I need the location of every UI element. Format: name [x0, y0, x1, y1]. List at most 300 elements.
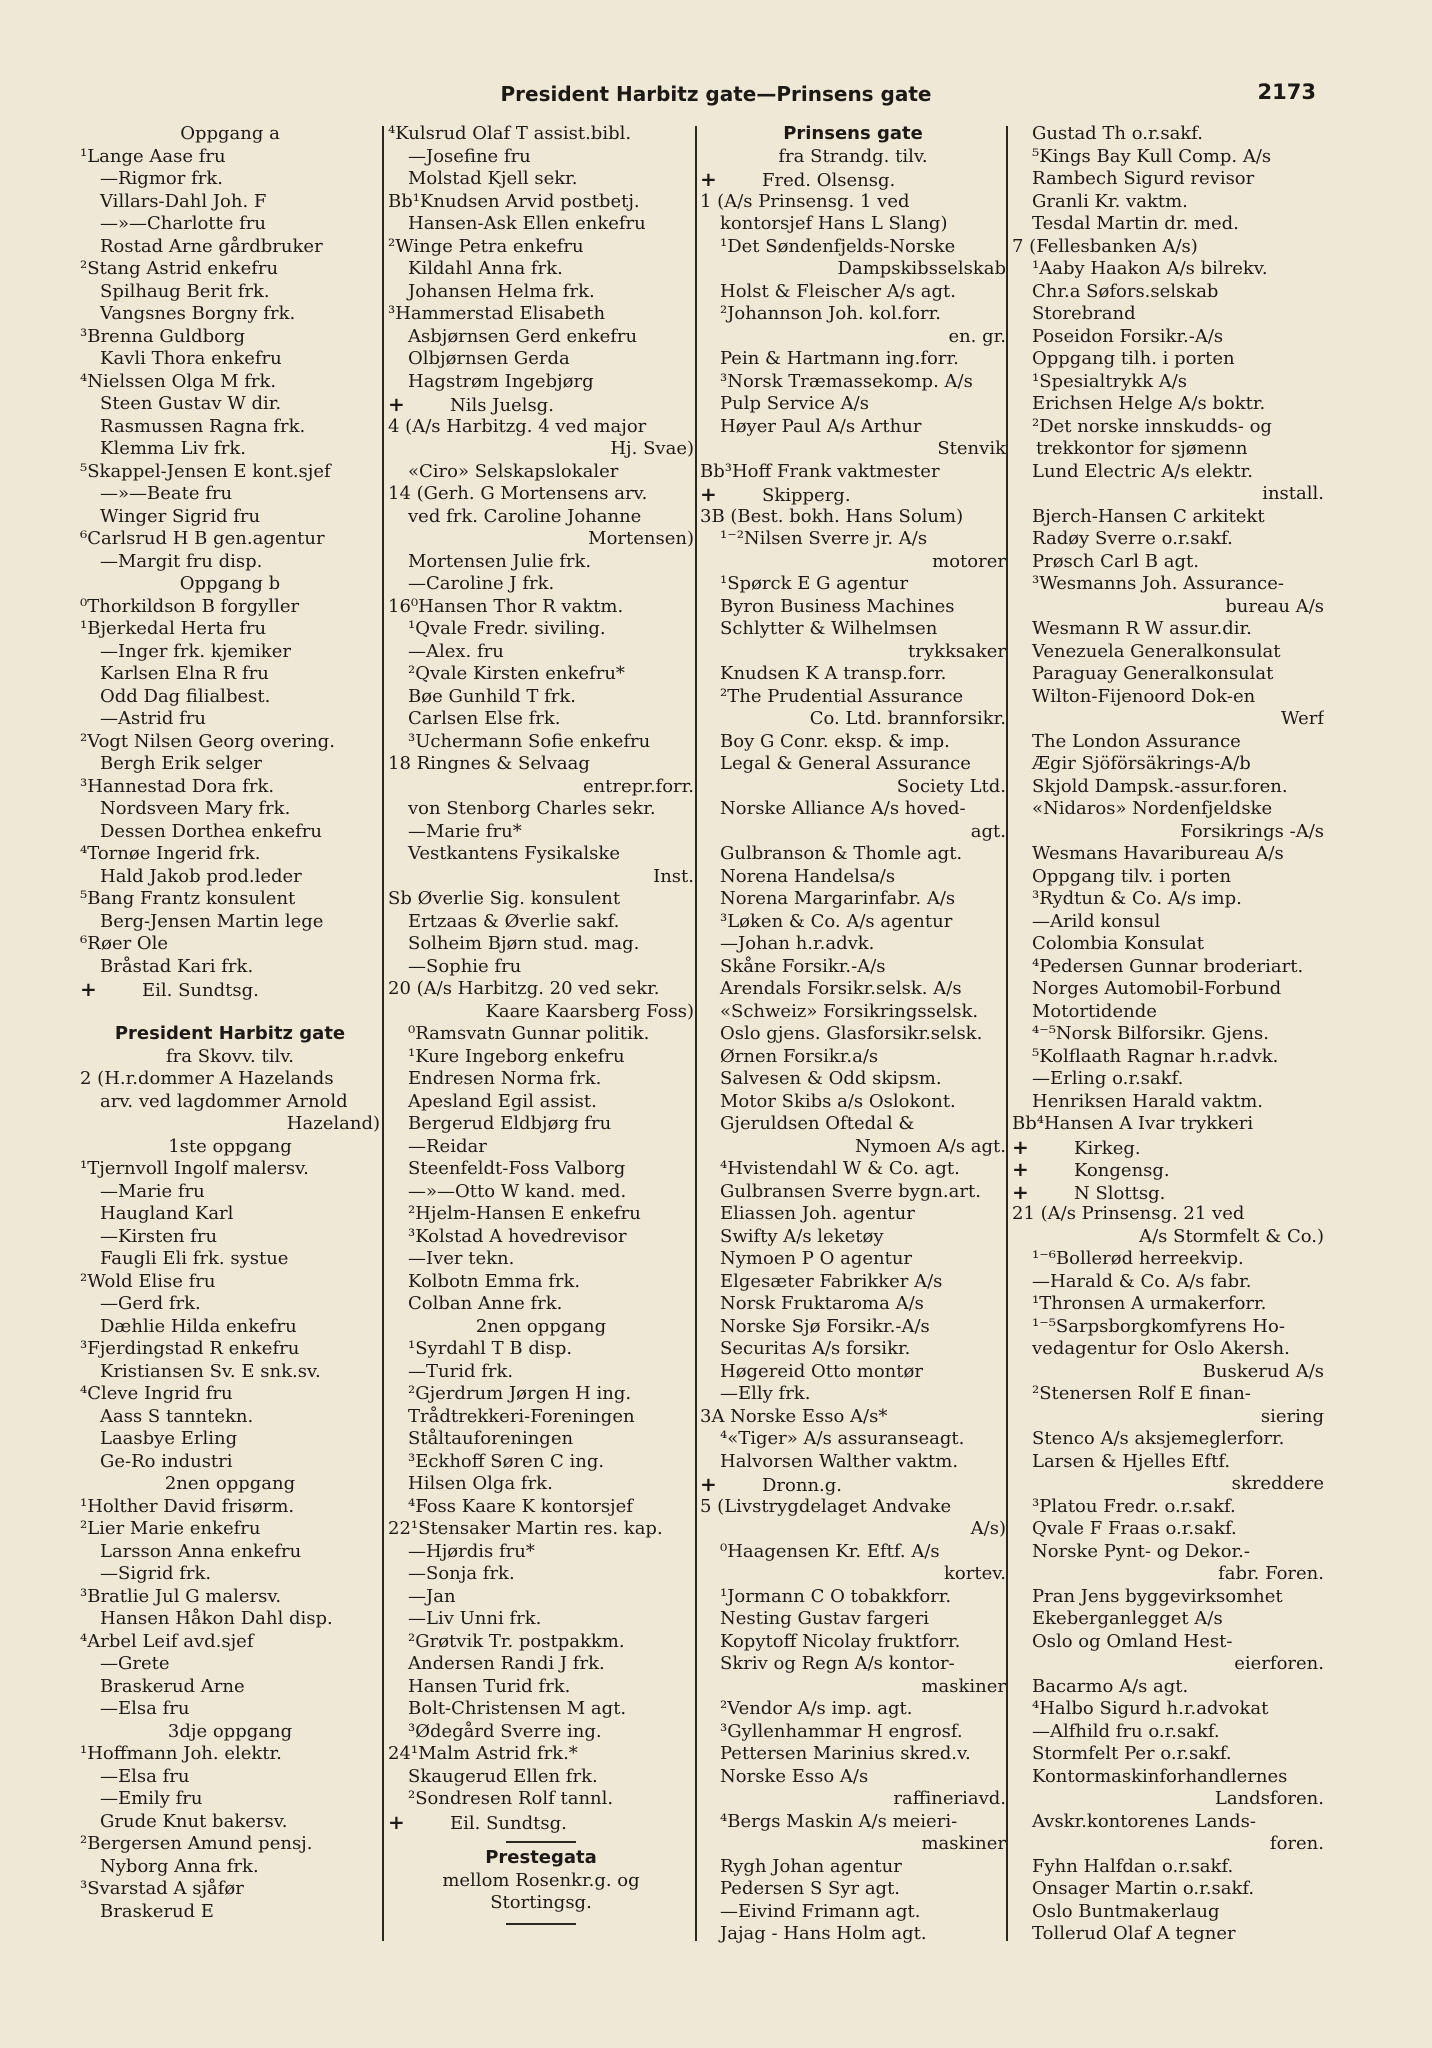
directory-entry: Storebrand [1032, 303, 1136, 324]
directory-entry: Johansen Helma frk. [408, 280, 595, 302]
directory-entry: Qvale F Fraas o.r.sakf. [1032, 1518, 1237, 1539]
directory-entry: ³Svarstad A sjåfør [80, 1878, 244, 1899]
directory-entry: ²Johannson Joh. kol.forr. [720, 303, 941, 324]
directory-entry: Prøsch Carl B agt. [1032, 550, 1199, 572]
directory-entry: Paraguay Generalkonsulat [1032, 663, 1274, 684]
cross-street-icon: + [388, 393, 405, 416]
directory-entry: Colban Anne frk. [408, 1293, 563, 1314]
directory-entry: —Caroline J frk. [408, 573, 555, 594]
directory-entry: —Harald & Co. A/s fabr. [1032, 1270, 1252, 1292]
directory-entry: Rygh Johan agentur [720, 1855, 902, 1877]
directory-entry: Vestkantens Fysikalske [408, 843, 620, 864]
directory-entry: Ståltauforeningen [408, 1428, 574, 1449]
entry-continuation: bureau A/s [1225, 595, 1324, 617]
directory-entry: —Jan [408, 1585, 456, 1607]
directory-entry: Wesmans Havaribureau A/s [1032, 843, 1284, 864]
subheading: 2nen oppgang [164, 1473, 296, 1494]
directory-entry: Rostad Arne gårdbruker [100, 235, 323, 257]
section-rule [506, 1841, 576, 1843]
directory-entry: Arendals Forsikr.selsk. A/s [720, 978, 962, 999]
directory-entry: Nymoen P O agentur [720, 1248, 913, 1269]
cross-street-entry [80, 978, 380, 1001]
directory-entry: ³Gyllenhammar H engrosf. [720, 1720, 963, 1742]
directory-entry: —Hjørdis fru* [408, 1540, 535, 1562]
directory-entry: ²Gjerdrum Jørgen H ing. [408, 1383, 632, 1404]
entry-continuation: skreddere [1231, 1473, 1324, 1494]
cross-street-icon: + [80, 978, 97, 1001]
directory-entry: ³Uchermann Sofie enkefru [408, 730, 651, 752]
directory-entry: —Reidar [408, 1135, 487, 1157]
directory-entry: Pein & Hartmann ing.forr. [720, 348, 959, 369]
directory-entry: Ørnen Forsikr.a/s [720, 1045, 879, 1067]
cross-street-icon: + [1012, 1158, 1029, 1181]
directory-entry: Norges Automobil-Forbund [1032, 978, 1282, 999]
directory-entry: Rasmussen Ragna frk. [100, 415, 306, 437]
directory-entry: Larsen & Hjelles Eftf. [1032, 1450, 1231, 1472]
entry-continuation: kortev. [944, 1563, 1006, 1584]
directory-entry: —Astrid fru [100, 708, 206, 729]
column-4 [1012, 123, 1324, 1946]
directory-entry: ³Brenna Guldborg [80, 325, 246, 347]
directory-entry: Avskr.kontorenes Lands- [1032, 1810, 1256, 1832]
cross-street-entry [388, 393, 694, 416]
directory-entry: —Iver tekn. [408, 1248, 515, 1269]
directory-entry: ²Det norske innskudds- og [1032, 415, 1272, 437]
street-heading: President Harbitz gate [114, 1023, 346, 1044]
directory-entry: ⁴Hvistendahl W & Co. agt. [720, 1158, 960, 1179]
entry-continuation: Kaare Kaarsberg Foss) [485, 1000, 694, 1022]
spacer [80, 1001, 380, 1024]
directory-entry: Bergerud Eldbjørg fru [408, 1113, 612, 1134]
directory-entry: ¹Spørck E G agentur [720, 573, 909, 594]
column-divider [382, 126, 384, 1941]
directory-entry: Haugland Karl [100, 1203, 234, 1224]
directory-entry: Granli Kr. vaktm. [1032, 190, 1188, 212]
directory-entry: Hansen-Ask Ellen enkefru [408, 213, 646, 234]
directory-entry: Legal & General Assurance [720, 753, 971, 774]
directory-entry: 2 (H.r.dommer A Hazelands [80, 1068, 334, 1089]
directory-entry: —»—Beate fru [100, 483, 233, 504]
directory-entry: 18 Ringnes & Selvaag [388, 753, 590, 774]
directory-entry: Trådtrekkeri-Foreningen [408, 1405, 635, 1427]
directory-entry: Ægir Sjöförsäkrings-A/b [1032, 753, 1251, 774]
cross-street-icon: + [1012, 1135, 1029, 1158]
cross-street-label: Dronn.g. [762, 1475, 843, 1496]
cross-street-label: Eil. Sundtsg. [142, 980, 259, 1001]
cross-street-label: Skipperg. [762, 485, 851, 506]
directory-entry: ⁵Kolflaath Ragnar h.r.advk. [1032, 1045, 1279, 1067]
directory-entry: ¹Det Søndenfjelds-Norske [720, 235, 956, 257]
entry-continuation: trekkontor for sjømenn [1036, 438, 1248, 459]
cross-street-label: Kongensg. [1074, 1160, 1170, 1181]
directory-entry: Kildahl Anna frk. [408, 258, 563, 279]
directory-entry: ³Løken & Co. A/s agentur [720, 910, 953, 932]
section-rule [506, 1923, 576, 1925]
entry-continuation: raffineriavd. [893, 1788, 1006, 1809]
directory-entry: Oppgang tilv. i porten [1032, 865, 1232, 887]
entry-continuation: Nymoen A/s agt. [854, 1135, 1006, 1157]
cross-street-label: Nils Juelsg. [450, 395, 554, 416]
directory-entry: 4 (A/s Harbitzg. 4 ved major [388, 415, 647, 437]
directory-entry: Hilsen Olga frk. [408, 1473, 553, 1494]
directory-entry: Wilton-Fijenoord Dok-en [1032, 685, 1256, 707]
directory-entry: ⁴Pedersen Gunnar broderiart. [1032, 955, 1304, 977]
directory-entry: von Stenborg Charles sekr. [408, 798, 656, 819]
directory-entry: Holst & Fleischer A/s agt. [720, 280, 957, 302]
directory-entry: 7 (Fellesbanken A/s) [1012, 235, 1198, 257]
directory-entry: «Ciro» Selskapslokaler [408, 460, 619, 482]
page-header [0, 80, 1432, 114]
directory-entry: ⁴Halbo Sigurd h.r.advokat [1032, 1698, 1269, 1719]
entry-continuation: agt. [970, 820, 1006, 842]
subheading: mellom Rosenkr.g. og [442, 1869, 640, 1891]
directory-entry: Andersen Randi J frk. [408, 1653, 605, 1674]
subheading: 2nen oppgang [475, 1315, 607, 1337]
directory-entry: —Alfhild fru o.r.sakf. [1032, 1720, 1220, 1742]
directory-entry: Dæhlie Hilda enkefru [100, 1315, 297, 1337]
directory-entry: Kopytoff Nicolay fruktforr. [720, 1630, 961, 1652]
directory-entry: —Emily fru [100, 1788, 203, 1809]
cross-street-entry [1012, 1181, 1324, 1204]
directory-entry: Byron Business Machines [720, 595, 955, 617]
directory-entry: Bolt-Christensen M agt. [408, 1698, 627, 1719]
directory-entry: Chr.a Søfors.selskab [1032, 280, 1219, 302]
directory-entry: Ekeberganlegget A/s [1032, 1608, 1223, 1629]
directory-entry: Hald Jakob prod.leder [100, 865, 302, 887]
entry-continuation: entrepr.forr. [582, 775, 694, 797]
directory-entry: ⁴Nielssen Olga M frk. [80, 370, 277, 392]
column-3 [700, 123, 1006, 1946]
directory-entry: Boy G Conr. eksp. & imp. [720, 730, 950, 752]
directory-entry: ²Lier Marie enkefru [80, 1518, 261, 1539]
directory-entry: Bråstad Kari frk. [100, 955, 254, 977]
directory-entry: —Arild konsul [1032, 910, 1161, 932]
directory-entry: Apesland Egil assist. [408, 1090, 597, 1112]
directory-entry: —Kirsten fru [100, 1225, 218, 1247]
directory-entry: Laasbye Erling [100, 1428, 238, 1449]
directory-entry: Oslo og Omland Hest- [1032, 1630, 1233, 1652]
directory-entry: ²Bergersen Amund pensj. [80, 1833, 313, 1854]
directory-entry: Erichsen Helge A/s boktr. [1032, 393, 1266, 414]
directory-entry: ¹Bjerkedal Herta fru [80, 618, 267, 639]
directory-entry: 20 (A/s Harbitzg. 20 ved sekr. [388, 978, 660, 999]
directory-entry: Berg-Jensen Martin lege [100, 910, 324, 932]
cross-street-label: Eil. Sundtsg. [450, 1812, 567, 1833]
directory-entry: Motortidende [1032, 1000, 1157, 1022]
directory-entry: Stormfelt Per o.r.sakf. [1032, 1743, 1232, 1764]
directory-entry: Skriv og Regn A/s kontor- [720, 1653, 955, 1674]
directory-entry: Oslo Buntmakerlaug [1032, 1900, 1220, 1922]
directory-entry: Larsson Anna enkefru [100, 1540, 302, 1562]
directory-entry: ²Winge Petra enkefru [388, 235, 584, 257]
directory-entry: 14 (Gerh. G Mortensens arv. [388, 483, 648, 504]
directory-entry: ³Wesmanns Joh. Assurance- [1032, 573, 1284, 594]
directory-entry: Skjold Dampsk.-assur.foren. [1032, 775, 1288, 797]
directory-entry: Skåne Forsikr.-A/s [720, 955, 886, 977]
directory-entry: Klemma Liv frk. [100, 438, 246, 459]
directory-entry: Elgesæter Fabrikker A/s [720, 1270, 943, 1292]
entry-continuation: A/s) [970, 1518, 1006, 1539]
directory-entry: ³Norsk Træmassekomp. A/s [720, 370, 973, 392]
directory-entry: Bb⁴Hansen A Ivar trykkeri [1012, 1113, 1254, 1134]
street-heading: Prinsens gate [783, 123, 923, 144]
directory-entry: Norena Margarinfabr. A/s [720, 888, 956, 909]
directory-entry: 3B (Best. bokh. Hans Solum) [700, 505, 964, 527]
cross-street-entry [1012, 1136, 1324, 1159]
entry-continuation: install. [1262, 483, 1324, 504]
directory-entry: ⁵Bang Frantz konsulent [80, 888, 296, 909]
entry-continuation: foren. [1269, 1833, 1324, 1854]
directory-entry: ⁴Foss Kaare K kontorsjef [408, 1495, 633, 1517]
cross-street-entry [700, 1473, 1006, 1496]
directory-entry: Braskerud E [100, 1900, 214, 1922]
entry-continuation: Co. Ltd. brannforsikr. [809, 708, 1006, 729]
directory-entry: ²The Prudential Assurance [720, 685, 964, 707]
cross-street-icon: + [700, 1473, 717, 1496]
directory-entry: ¹Qvale Fredr. siviling. [408, 618, 606, 639]
cross-street-icon: + [700, 483, 717, 506]
directory-entry: Pedersen S Syr agt. [720, 1878, 901, 1899]
directory-entry: Bb³Hoff Frank vaktmester [700, 460, 940, 482]
directory-entry: Securitas A/s forsikr. [720, 1338, 911, 1359]
directory-entry: Ge-Ro industri [100, 1450, 233, 1472]
directory-entry: ⁴«Tiger» A/s assuranseagt. [720, 1428, 965, 1449]
directory-entry: Nyborg Anna frk. [100, 1855, 259, 1877]
directory-entry: Pettersen Marinius skred.v. [720, 1743, 971, 1764]
directory-entry: Onsager Martin o.r.sakf. [1032, 1878, 1255, 1899]
directory-entry: ¹Kure Ingeborg enkefru [408, 1045, 625, 1067]
entry-continuation: motorer [932, 550, 1006, 572]
directory-entry: Schlytter & Wilhelmsen [720, 618, 938, 639]
directory-entry: Braskerud Arne [100, 1675, 245, 1697]
directory-entry: 16⁰Hansen Thor R vaktm. [388, 595, 624, 617]
directory-entry: ¹Hoffmann Joh. elektr. [80, 1743, 282, 1764]
directory-entry: Gulbranson & Thomle agt. [720, 843, 963, 864]
directory-entry: Venezuela Generalkonsulat [1032, 640, 1281, 662]
entry-continuation: Werf [1281, 708, 1324, 729]
directory-entry: Oslo gjens. Glasforsikr.selsk. [720, 1023, 983, 1044]
directory-entry: ved frk. Caroline Johanne [408, 505, 642, 527]
directory-entry: ³Eckhoff Søren C ing. [408, 1450, 605, 1472]
directory-entry: Norske Esso A/s [720, 1765, 869, 1787]
directory-entry: Norsk Fruktaroma A/s [720, 1293, 924, 1314]
directory-entry: ¹Lange Aase fru [80, 145, 226, 167]
directory-entry: Spilhaug Berit frk. [100, 280, 270, 302]
directory-entry: ⁴⁻⁵Norsk Bilforsikr. Gjens. [1032, 1023, 1269, 1044]
directory-entry: Pulp Service A/s [720, 393, 869, 414]
directory-entry: ²Hjelm-Hansen E enkefru [408, 1203, 641, 1224]
directory-entry: vedagentur for Oslo Akersh. [1032, 1338, 1290, 1359]
entry-continuation: Forsikrings -A/s [1180, 820, 1324, 842]
directory-entry: Pran Jens byggevirksomhet [1032, 1585, 1283, 1607]
subheading: Oppgang a [180, 123, 280, 144]
directory-entry: Swifty A/s leketøy [720, 1225, 884, 1247]
directory-entry: Carlsen Else frk. [408, 708, 561, 729]
directory-entry: ⁶Røer Ole [80, 933, 169, 954]
column-divider [1006, 126, 1008, 1941]
entry-continuation: Landsforen. [1214, 1788, 1324, 1809]
directory-entry: ⁴Kulsrud Olaf T assist.bibl. [388, 123, 632, 144]
directory-entry: Høyer Paul A/s Arthur [720, 415, 922, 437]
directory-entry: —Eivind Frimann agt. [720, 1900, 921, 1922]
page-number: 2173 [1257, 80, 1316, 104]
directory-entry: —Liv Unni frk. [408, 1608, 542, 1629]
directory-entry: —Inger frk. kjemiker [100, 640, 291, 662]
directory-entry: —Elsa fru [100, 1698, 190, 1719]
directory-entry: 24¹Malm Astrid frk.* [388, 1743, 578, 1764]
directory-entry: Wesmann R W assur.dir. [1032, 618, 1252, 639]
directory-entry: kontorsjef Hans L Slang) [720, 213, 948, 234]
directory-entry: ²Sondresen Rolf tannl. [408, 1788, 614, 1809]
directory-entry: ⁶Carlsrud H B gen.agentur [80, 528, 325, 549]
directory-entry: ¹⁻⁶Bollerød herreekvip. [1032, 1248, 1244, 1269]
directory-entry: ⁴Arbel Leif avd.sjef [80, 1630, 254, 1652]
street-heading: Prestegata [485, 1847, 597, 1868]
directory-entry: —Turid frk. [408, 1360, 514, 1382]
entry-continuation: Hazeland) [286, 1113, 380, 1134]
directory-entry: Bb¹Knudsen Arvid postbetj. [388, 190, 640, 212]
directory-entry: ⁴Tornøe Ingerid frk. [80, 843, 261, 864]
directory-entry: —Elsa fru [100, 1765, 190, 1787]
directory-entry: —»—Charlotte fru [100, 213, 267, 234]
entry-continuation: A/s Stormfelt & Co.) [1139, 1225, 1324, 1247]
directory-entry: Sb Øverlie Sig. konsulent [388, 888, 621, 909]
directory-entry: ¹Spesialtrykk A/s [1032, 370, 1188, 392]
directory-entry: Nordsveen Mary frk. [100, 798, 291, 819]
directory-entry: —Erling o.r.sakf. [1032, 1068, 1184, 1089]
directory-entry: Olbjørnsen Gerda [408, 348, 570, 369]
directory-entry: —Alex. fru [408, 640, 504, 662]
directory-entry: Hansen Turid frk. [408, 1675, 571, 1697]
directory-entry: Halvorsen Walther vaktm. [720, 1450, 959, 1472]
directory-entry: Salvesen & Odd skipsm. [720, 1068, 942, 1089]
directory-entry: Norske Alliance A/s hoved- [720, 798, 966, 819]
entry-continuation: Mortensen) [588, 528, 694, 549]
directory-entry: 1 (A/s Prinsensg. 1 ved [700, 190, 910, 212]
directory-entry: Solheim Bjørn stud. mag. [408, 933, 640, 954]
directory-entry: Oppgang tilh. i porten [1032, 348, 1235, 369]
directory-entry: ³Hannestad Dora frk. [80, 775, 275, 797]
directory-entry: ¹Holther David frisørm. [80, 1495, 295, 1517]
directory-entry: ¹Syrdahl T B disp. [408, 1338, 573, 1359]
directory-entry: Henriksen Harald vaktm. [1032, 1090, 1264, 1112]
directory-entry: Bøe Gunhild T frk. [408, 685, 576, 707]
directory-entry: —Sonja frk. [408, 1563, 515, 1584]
directory-entry: Colombia Konsulat [1032, 933, 1204, 954]
directory-entry: Stenco A/s aksjemeglerforr. [1032, 1428, 1285, 1449]
directory-entry: ²Stang Astrid enkefru [80, 258, 279, 279]
directory-entry: The London Assurance [1032, 730, 1241, 752]
directory-entry: Norena Handelsa/s [720, 865, 896, 887]
cross-street-label: N Slottsg. [1074, 1182, 1166, 1203]
directory-entry: Poseidon Forsikr.-A/s [1032, 325, 1224, 347]
directory-entry: ¹⁻²Nilsen Sverre jr. A/s [720, 528, 928, 549]
directory-entry: Tesdal Martin dr. med. [1032, 213, 1239, 234]
directory-entry: Bacarmo A/s agt. [1032, 1675, 1189, 1697]
directory-entry: Nesting Gustav fargeri [720, 1608, 930, 1629]
entry-continuation: Hj. Svae) [610, 438, 694, 459]
directory-entry: Steen Gustav W dir. [100, 393, 282, 414]
cross-street-entry [700, 483, 1006, 506]
directory-entry: Kavli Thora enkefru [100, 348, 282, 369]
directory-entry: Fyhn Halfdan o.r.sakf. [1032, 1855, 1234, 1877]
subheading: 3dje oppgang [167, 1720, 293, 1742]
entry-continuation: Inst. [653, 865, 694, 887]
column-1 [80, 123, 380, 1923]
directory-entry: —Sigrid frk. [100, 1563, 212, 1584]
subheading: fra Strandg. tilv. [778, 145, 928, 167]
directory-entry: ²Stenersen Rolf E finan- [1032, 1383, 1251, 1404]
directory-entry: Rambech Sigurd revisor [1032, 168, 1255, 189]
entry-continuation: trykksaker [908, 640, 1006, 662]
directory-entry: ³Bratlie Jul G malersv. [80, 1585, 282, 1607]
directory-entry: ⁰Thorkildson B forgyller [80, 595, 300, 617]
directory-entry: Radøy Sverre o.r.sakf. [1032, 528, 1233, 549]
directory-entry: Jajag - Hans Holm agt. [720, 1923, 927, 1944]
directory-entry: Dessen Dorthea enkefru [100, 820, 322, 842]
directory-entry: 3A Norske Esso A/s* [700, 1405, 888, 1427]
directory-entry: Faugli Eli frk. systue [100, 1248, 289, 1269]
directory-entry: Tollerud Olaf A tegner [1032, 1923, 1236, 1944]
directory-entry: —Elly frk. [720, 1383, 811, 1404]
cross-street-icon: + [1012, 1180, 1029, 1203]
cross-street-label: Kirkeg. [1074, 1137, 1141, 1158]
directory-entry: ⁴Cleve Ingrid fru [80, 1383, 233, 1404]
cross-street-entry [388, 1811, 694, 1834]
directory-entry: ³Fjerdingstad R enkefru [80, 1338, 300, 1359]
directory-entry: Ertzaas & Øverlie sakf. [408, 910, 620, 932]
directory-entry: Gjeruldsen Oftedal & [720, 1113, 915, 1134]
directory-entry: ⁰Haagensen Kr. Eftf. A/s [720, 1540, 940, 1562]
directory-entry: Bergh Erik selger [100, 753, 262, 774]
cross-street-label: Fred. Olsensg. [762, 170, 896, 191]
cross-street-entry [700, 168, 1006, 191]
column-divider [695, 126, 697, 1941]
directory-entry: ³Platou Fredr. o.r.sakf. [1032, 1495, 1236, 1517]
directory-entry: Hagstrøm Ingebjørg [408, 370, 594, 392]
directory-entry: Norske Pynt- og Dekor.- [1032, 1540, 1250, 1562]
directory-entry: ²Wold Elise fru [80, 1270, 216, 1292]
directory-entry: arv. ved lagdommer Arnold [100, 1090, 348, 1112]
directory-entry: —Josefine fru [408, 145, 531, 167]
directory-entry: —Sophie fru [408, 955, 522, 977]
directory-entry: ³Hammerstad Elisabeth [388, 303, 606, 324]
directory-entry: Winger Sigrid fru [100, 505, 261, 527]
directory-entry: ²Vogt Nilsen Georg overing. [80, 730, 335, 752]
directory-entry: 5 (Livstrygdelaget Andvake [700, 1495, 952, 1517]
directory-entry: —Gerd frk. [100, 1293, 201, 1314]
directory-entry: —Johan h.r.advk. [720, 933, 875, 954]
directory-entry: «Schweiz» Forsikringsselsk. [720, 1000, 979, 1022]
directory-entry: Knudsen K A transp.forr. [720, 663, 947, 684]
directory-entry: ³Kolstad A hovedrevisor [408, 1225, 627, 1247]
directory-entry: Hansen Håkon Dahl disp. [100, 1608, 333, 1629]
directory-entry: Endresen Norma frk. [408, 1068, 602, 1089]
directory-entry: ¹Aaby Haakon A/s bilrekv. [1032, 258, 1268, 279]
directory-entry: Grude Knut bakersv. [100, 1810, 288, 1832]
cross-street-icon: + [388, 1810, 405, 1833]
directory-entry: ¹⁻⁵Sarpsborgkomfyrens Ho- [1032, 1315, 1285, 1337]
subheading: 1ste oppgang [168, 1135, 292, 1157]
entry-continuation: maskiner [921, 1675, 1006, 1697]
directory-entry: ¹Jormann C O tobakkforr. [720, 1585, 952, 1607]
entry-continuation: siering [1260, 1405, 1324, 1427]
cross-street-entry [1012, 1158, 1324, 1181]
running-head: President Harbitz gate—Prinsens gate [500, 82, 932, 106]
directory-entry: ⁴Bergs Maskin A/s meieri- [720, 1810, 958, 1832]
directory-entry: Odd Dag filialbest. [100, 685, 271, 707]
entry-continuation: maskiner [921, 1833, 1006, 1854]
